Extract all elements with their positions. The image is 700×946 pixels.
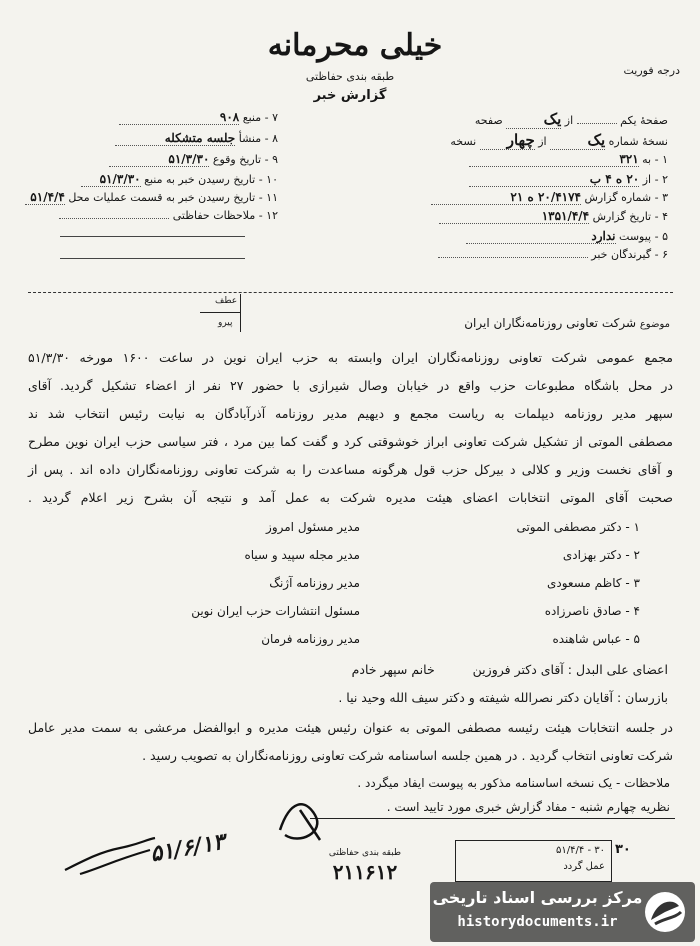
field-source: ۷ - منبع ۹۰۸ xyxy=(60,110,278,125)
field-page-number: صفحهٔ یکم از یک صفحه xyxy=(474,110,668,128)
field-origin-value: جلسه متشکله xyxy=(115,131,235,146)
classification-caption: طبقه بندی حفاظتی xyxy=(305,70,395,83)
archive-name: مرکز بررسی اسناد تاریخی xyxy=(432,888,643,907)
field-received-ops-date-value: ۵۱/۴/۴ xyxy=(25,190,65,205)
opinion-underline xyxy=(310,818,675,819)
member-name: ۳ - کاظم مسعودی xyxy=(547,576,640,590)
field-received-source-date-value: ۵۱/۳/۳۰ xyxy=(81,172,141,187)
side-number: ۳۰ xyxy=(615,842,631,857)
field-from: ۲ - از ۲۰ ه ۴ ب xyxy=(390,172,668,187)
registration-stamp: ۳۰ - ۵۱/۴/۴ عمل گردد xyxy=(455,840,612,882)
member-name: ۲ - دکتر بهزادی xyxy=(562,548,640,562)
subject-line xyxy=(420,316,670,330)
classification-stamp-title: خیلی محرمانه xyxy=(267,28,443,63)
closing-line: در جلسه انتخابات هیئت رئیسه مصطفی الموتی به عنوان رئیس هیئت مدیره و ابوالفضل مرعشی به سمت مدیر عامل xyxy=(28,720,673,735)
member-name: ۱ - دکتر مصطفی الموتی xyxy=(516,520,640,534)
report-title: گزارش خبر xyxy=(313,88,387,103)
inspectors-line xyxy=(28,690,668,705)
closing-line: شرکت تعاونی انتخاب گردید . در همین جلسه اساسنامه شرکت تعاونی روزنامه‌نگاران به تصویب رسید . xyxy=(142,748,673,763)
field-report-number: ۳ - شماره گزارش ۲۰/۴۱۷۴ ه ۲۱ xyxy=(390,190,668,205)
member-role: مدیر مجله سپید و سیاه xyxy=(244,548,360,562)
document-number: ۲۱۱۶۱۲ xyxy=(332,860,398,884)
body-line: مجمع عمومی شرکت تعاونی روزنامه‌نگاران ایران وابسته به حزب ایران نوین در ساعت ۱۶۰۰ مورخه ۵۱/۳/۳۰ xyxy=(28,350,673,365)
signature-scribble xyxy=(60,830,160,880)
urgency-label: درجه فوریت xyxy=(623,64,680,77)
body-line: مصطفی الموتی از تشکیل شرکت تعاونی ابراز خوشوقتی کرد و گفت کما بین مرد ، فتر سیاسی حزب ایران نوین مطرح xyxy=(28,434,673,449)
body-line: و آقای نخست وزیر و کلالی د بیرکل حزب قول هرگونه مساعدت را به شرکت تعاونی روزنامه‌نگاران داده اند . پس از xyxy=(28,462,673,477)
field-page-total: یک xyxy=(506,110,561,129)
body-line: صحبت آقای الموتی انتخابات اعضای هیئت مدیره شرکت به عمل آمد و نتیجه آن بشرح زیر اعلام گردید . xyxy=(28,490,673,505)
inspectors-label: بازرسان : xyxy=(616,690,668,705)
opinion-line: نظریه چهارم شنبه - مفاد گزارش خبری مورد تایید است . xyxy=(386,800,670,814)
member-name: ۵ - عباس شاهنده xyxy=(552,632,640,646)
bottom-classification-caption: طبقه بندی حفاظتی xyxy=(328,848,402,858)
member-role: مسئول انتشارات حزب ایران نوین xyxy=(191,604,360,618)
followup-label: پیرو xyxy=(218,318,233,328)
field-attachment-value: ندارد xyxy=(466,229,616,244)
field-source-value: ۹۰۸ xyxy=(119,110,239,125)
subject-text: شرکت تعاونی روزنامه‌نگاران ایران xyxy=(464,316,637,330)
field-origin: ۸ - منشأ جلسه متشکله xyxy=(60,131,278,146)
member-role: مدیر مسئول امروز xyxy=(266,520,360,534)
member-name: ۴ - صادق ناصرزاده xyxy=(544,604,640,618)
alternates-line xyxy=(28,662,668,677)
body-line: سپهر مدیر روزنامه دیپلمات به ریاست مجمع و دیهیم مدیر روزنامه آذرآبادگان به نیابت رئیس انتخاب شد ند xyxy=(28,406,673,421)
reference-label: عطف xyxy=(215,296,238,306)
field-copy-value: یک xyxy=(550,131,605,150)
field-report-number-value: ۲۰/۴۱۷۴ ه ۲۱ xyxy=(431,190,581,205)
subject-divider xyxy=(240,294,241,332)
field-to-value: ۳۲۱ xyxy=(469,152,639,167)
field-divider xyxy=(60,236,245,237)
member-role: مدیر روزنامه آژنگ xyxy=(269,576,360,590)
field-recipients: ۶ - گیرندگان خبر xyxy=(390,248,668,261)
alternates-value-2: خانم سپهر خادم xyxy=(351,662,435,677)
archive-logo-icon xyxy=(643,890,687,934)
field-received-source-date: ۱۰ - تاریخ رسیدن خبر به منبع ۵۱/۳/۳۰ xyxy=(60,172,278,187)
alternates-value: آقای دکتر فروزین xyxy=(472,662,564,677)
field-copy-total: چهار xyxy=(480,131,535,150)
field-divider xyxy=(60,258,245,259)
body-line: در محل باشگاه مطبوعات حزب واقع در خیابان وصال شیرازی با حضور ۲۷ نفر از اعضاء تشکیل گردید. آقای xyxy=(28,378,674,393)
archive-watermark xyxy=(430,882,695,942)
field-event-date-value: ۵۱/۳/۳۰ xyxy=(109,152,209,167)
subject-label: موضوع xyxy=(639,319,670,330)
signature-mark xyxy=(270,790,330,850)
field-from-value: ۲۰ ه ۴ ب xyxy=(469,172,639,187)
inspectors-value: آقایان دکتر نصرالله شیفته و دکتر سیف الله وحید نیا . xyxy=(338,690,613,705)
field-attachment: ۵ - پیوست ندارد xyxy=(390,229,668,244)
notes-line xyxy=(300,776,670,790)
field-event-date: ۹ - تاریخ وقوع ۵۱/۳/۳۰ xyxy=(60,152,278,167)
field-security-notes: ۱۲ - ملاحظات حفاظتی xyxy=(60,209,278,222)
archive-url: historydocuments.ir xyxy=(457,914,618,930)
handwritten-date: ۵۱/۶/۱۳ xyxy=(148,828,227,868)
member-role: مدیر روزنامه فرمان xyxy=(261,632,360,646)
subject-divider-h xyxy=(200,312,240,313)
field-to: ۱ - به ۳۲۱ xyxy=(390,152,668,167)
field-report-date: ۴ - تاریخ گزارش ۱۳۵۱/۴/۴ xyxy=(390,209,668,224)
field-received-ops-date: ۱۱ - تاریخ رسیدن خبر به قسمت عملیات محل ۵۱/۴/۴ xyxy=(60,190,278,205)
alternates-label: اعضای علی البدل : xyxy=(567,662,668,677)
field-copy-number: نسخهٔ شماره یک از چهار نسخه xyxy=(450,131,668,149)
header-separator xyxy=(28,292,673,294)
notes-text: - یک نسخه اساسنامه مذکور به پیوست ایفاد میگردد . xyxy=(357,776,621,790)
notes-label: ملاحظات xyxy=(624,776,670,790)
field-report-date-value: ۱۳۵۱/۴/۴ xyxy=(439,209,589,224)
